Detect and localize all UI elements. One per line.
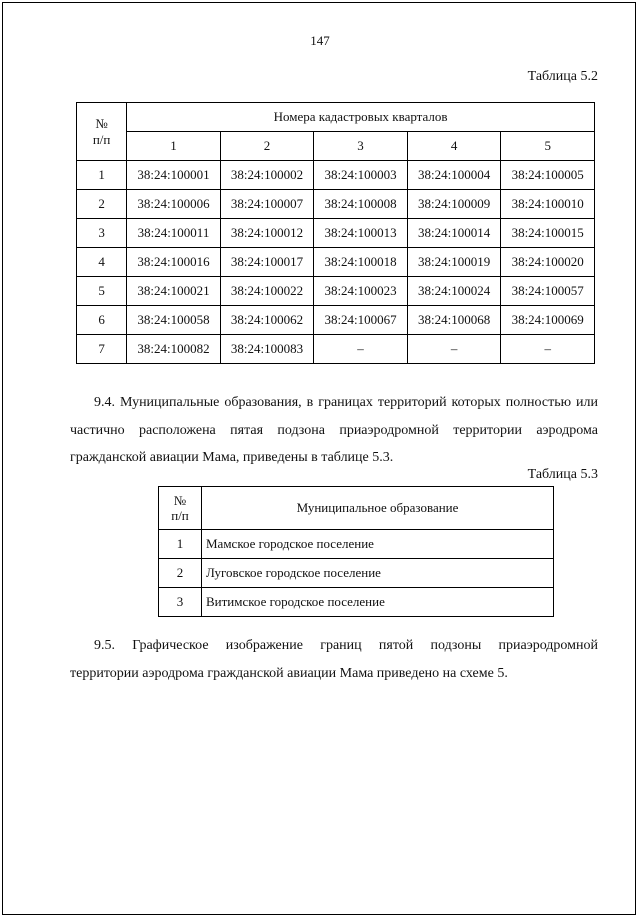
cadastral-quarter-cell: 38:24:100057 [501, 277, 595, 306]
paragraph-line: частично расположена пятая подзона приаэродромной территории аэродрома [70, 422, 598, 438]
cadastral-quarter-cell: 38:24:100021 [127, 277, 221, 306]
cadastral-quarter-cell: – [501, 335, 595, 364]
table-5-2-group-header: Номера кадастровых кварталов [127, 103, 595, 132]
row-number: 7 [77, 335, 127, 364]
table-row [159, 559, 554, 588]
table-5-3-num-header [159, 487, 202, 530]
cadastral-quarter-cell: 38:24:100003 [314, 161, 408, 190]
num-symbol: № [173, 493, 187, 508]
table-row [77, 277, 595, 306]
cadastral-quarter-cell: 38:24:100024 [407, 277, 501, 306]
cadastral-quarter-cell: 38:24:100083 [220, 335, 314, 364]
row-number: 2 [159, 559, 202, 588]
table-row [77, 335, 595, 364]
column-header: 3 [314, 132, 408, 161]
paragraph-9-5 [70, 632, 598, 687]
cadastral-quarter-cell: 38:24:100001 [127, 161, 221, 190]
cadastral-quarter-cell: 38:24:100013 [314, 219, 408, 248]
cadastral-quarter-cell: 38:24:100082 [127, 335, 221, 364]
table-row [159, 530, 554, 559]
cadastral-quarter-cell: 38:24:100006 [127, 190, 221, 219]
cadastral-quarter-cell: 38:24:100023 [314, 277, 408, 306]
cadastral-quarter-cell: 38:24:100002 [220, 161, 314, 190]
cadastral-quarter-cell: 38:24:100068 [407, 306, 501, 335]
num-symbol: № [95, 115, 108, 131]
column-header: 5 [501, 132, 595, 161]
row-number: 2 [77, 190, 127, 219]
table-row [77, 219, 595, 248]
cadastral-quarter-cell: 38:24:100019 [407, 248, 501, 277]
cadastral-quarter-cell: 38:24:100009 [407, 190, 501, 219]
paragraph-line: гражданской авиации Мама, приведены в таблице 5.3. [70, 450, 394, 465]
table-row [77, 161, 595, 190]
cadastral-quarter-cell: 38:24:100015 [501, 219, 595, 248]
cadastral-quarter-cell: 38:24:100010 [501, 190, 595, 219]
table-5-3-caption: Таблица 5.3 [527, 467, 598, 482]
municipality-name: Луговское городское поселение [202, 559, 554, 588]
row-number: 3 [77, 219, 127, 248]
table-5-2-caption: Таблица 5.2 [527, 69, 598, 84]
cadastral-quarter-cell: 38:24:100011 [127, 219, 221, 248]
table-row [159, 588, 554, 617]
cadastral-quarter-cell: 38:24:100008 [314, 190, 408, 219]
cadastral-quarter-cell: 38:24:100022 [220, 277, 314, 306]
row-number: 4 [77, 248, 127, 277]
table-5-3-name-header: Муниципальное образование [202, 487, 554, 530]
cadastral-quarter-cell: 38:24:100017 [220, 248, 314, 277]
cadastral-quarter-cell: 38:24:100062 [220, 306, 314, 335]
municipality-name: Мамское городское поселение [202, 530, 554, 559]
column-header: 1 [127, 132, 221, 161]
cadastral-quarter-cell: 38:24:100014 [407, 219, 501, 248]
table-row [77, 190, 595, 219]
municipality-name: Витимское городское поселение [202, 588, 554, 617]
row-number: 1 [159, 530, 202, 559]
row-number: 6 [77, 306, 127, 335]
cadastral-quarter-cell: 38:24:100016 [127, 248, 221, 277]
cadastral-quarter-cell: 38:24:100004 [407, 161, 501, 190]
paragraph-line: 9.5. Графическое изображение границ пятой подзоны приаэродромной [94, 638, 598, 653]
cadastral-quarter-cell: 38:24:100007 [220, 190, 314, 219]
paragraph-line: 9.4. Муниципальные образования, в границах территорий которых полностью или [94, 395, 598, 410]
table-5-2-num-header [77, 103, 127, 161]
cadastral-quarter-cell: 38:24:100020 [501, 248, 595, 277]
cadastral-quarter-cell: – [314, 335, 408, 364]
cadastral-quarter-cell: 38:24:100067 [314, 306, 408, 335]
cadastral-quarter-cell: – [407, 335, 501, 364]
paragraph-9-4 [70, 389, 598, 472]
cadastral-quarter-cell: 38:24:100005 [501, 161, 595, 190]
row-number: 3 [159, 588, 202, 617]
num-abbrev: п/п [92, 131, 111, 147]
table-row [77, 248, 595, 277]
cadastral-quarter-cell: 38:24:100058 [127, 306, 221, 335]
page-number: 147 [310, 33, 330, 48]
table-5-3 [158, 486, 554, 617]
column-header: 2 [220, 132, 314, 161]
num-abbrev: п/п [171, 508, 189, 523]
table-row [77, 306, 595, 335]
row-number: 1 [77, 161, 127, 190]
cadastral-quarter-cell: 38:24:100069 [501, 306, 595, 335]
row-number: 5 [77, 277, 127, 306]
table-5-2 [76, 102, 595, 364]
cadastral-quarter-cell: 38:24:100018 [314, 248, 408, 277]
paragraph-line: территории аэродрома гражданской авиации Мама приведено на схеме 5. [70, 665, 508, 681]
column-header: 4 [407, 132, 501, 161]
cadastral-quarter-cell: 38:24:100012 [220, 219, 314, 248]
